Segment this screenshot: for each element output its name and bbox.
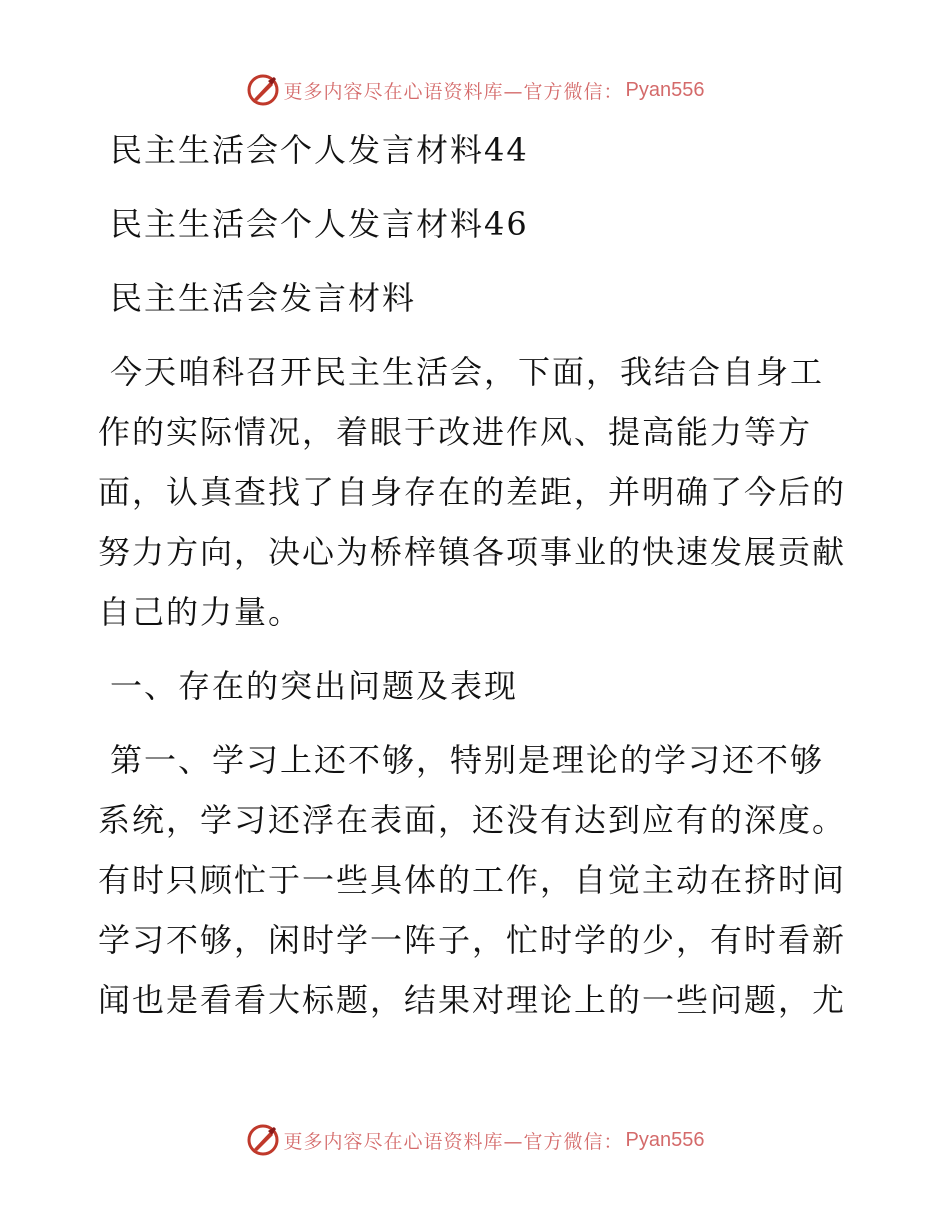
paragraph-line: 努力方向，决心为桥梓镇各项事业的快速发展贡献 — [98, 533, 847, 571]
quill-logo-icon — [246, 1123, 280, 1157]
paragraph-line: 学习不够，闲时学一阵子，忙时学的少，有时看新 — [98, 921, 847, 959]
banner-wechat-id: Pyan556 — [625, 1128, 705, 1151]
banner-text: 更多内容尽在心语资料库—官方微信： — [283, 80, 624, 103]
paragraph-line: 系统，学习还浮在表面，还没有达到应有的深度。 — [98, 801, 847, 839]
paragraph-line: 作的实际情况，着眼于改进作风、提高能力等方 — [98, 413, 813, 451]
banner-wechat-id: Pyan556 — [625, 78, 705, 101]
paragraph-line: 有时只顾忙于一些具体的工作，自觉主动在挤时间 — [98, 861, 847, 899]
document-body — [98, 120, 858, 1030]
paragraph-line: 自己的力量。 — [98, 593, 303, 631]
paragraph-line: 第一、学习上还不够，特别是理论的学习还不够 — [110, 741, 825, 779]
paragraph-line: 面，认真查找了自身存在的差距，并明确了今后的 — [98, 473, 847, 511]
intro-paragraph — [98, 342, 858, 642]
banner-text: 更多内容尽在心语资料库—官方微信： — [283, 1130, 624, 1153]
footer-watermark — [0, 1120, 950, 1160]
quill-logo-icon — [246, 73, 280, 107]
section-heading: 一、存在的突出问题及表现 — [110, 667, 519, 705]
toc-item: 民主生活会发言材料 — [110, 279, 417, 317]
paragraph-line: 今天咱科召开民主生活会，下面，我结合自身工 — [110, 353, 825, 391]
toc-item: 民主生活会个人发言材料44 — [110, 131, 529, 169]
toc-item: 民主生活会个人发言材料46 — [110, 205, 529, 243]
point-one-paragraph — [98, 730, 858, 1030]
header-watermark — [0, 70, 950, 110]
paragraph-line: 闻也是看看大标题，结果对理论上的一些问题，尤 — [98, 981, 847, 1019]
